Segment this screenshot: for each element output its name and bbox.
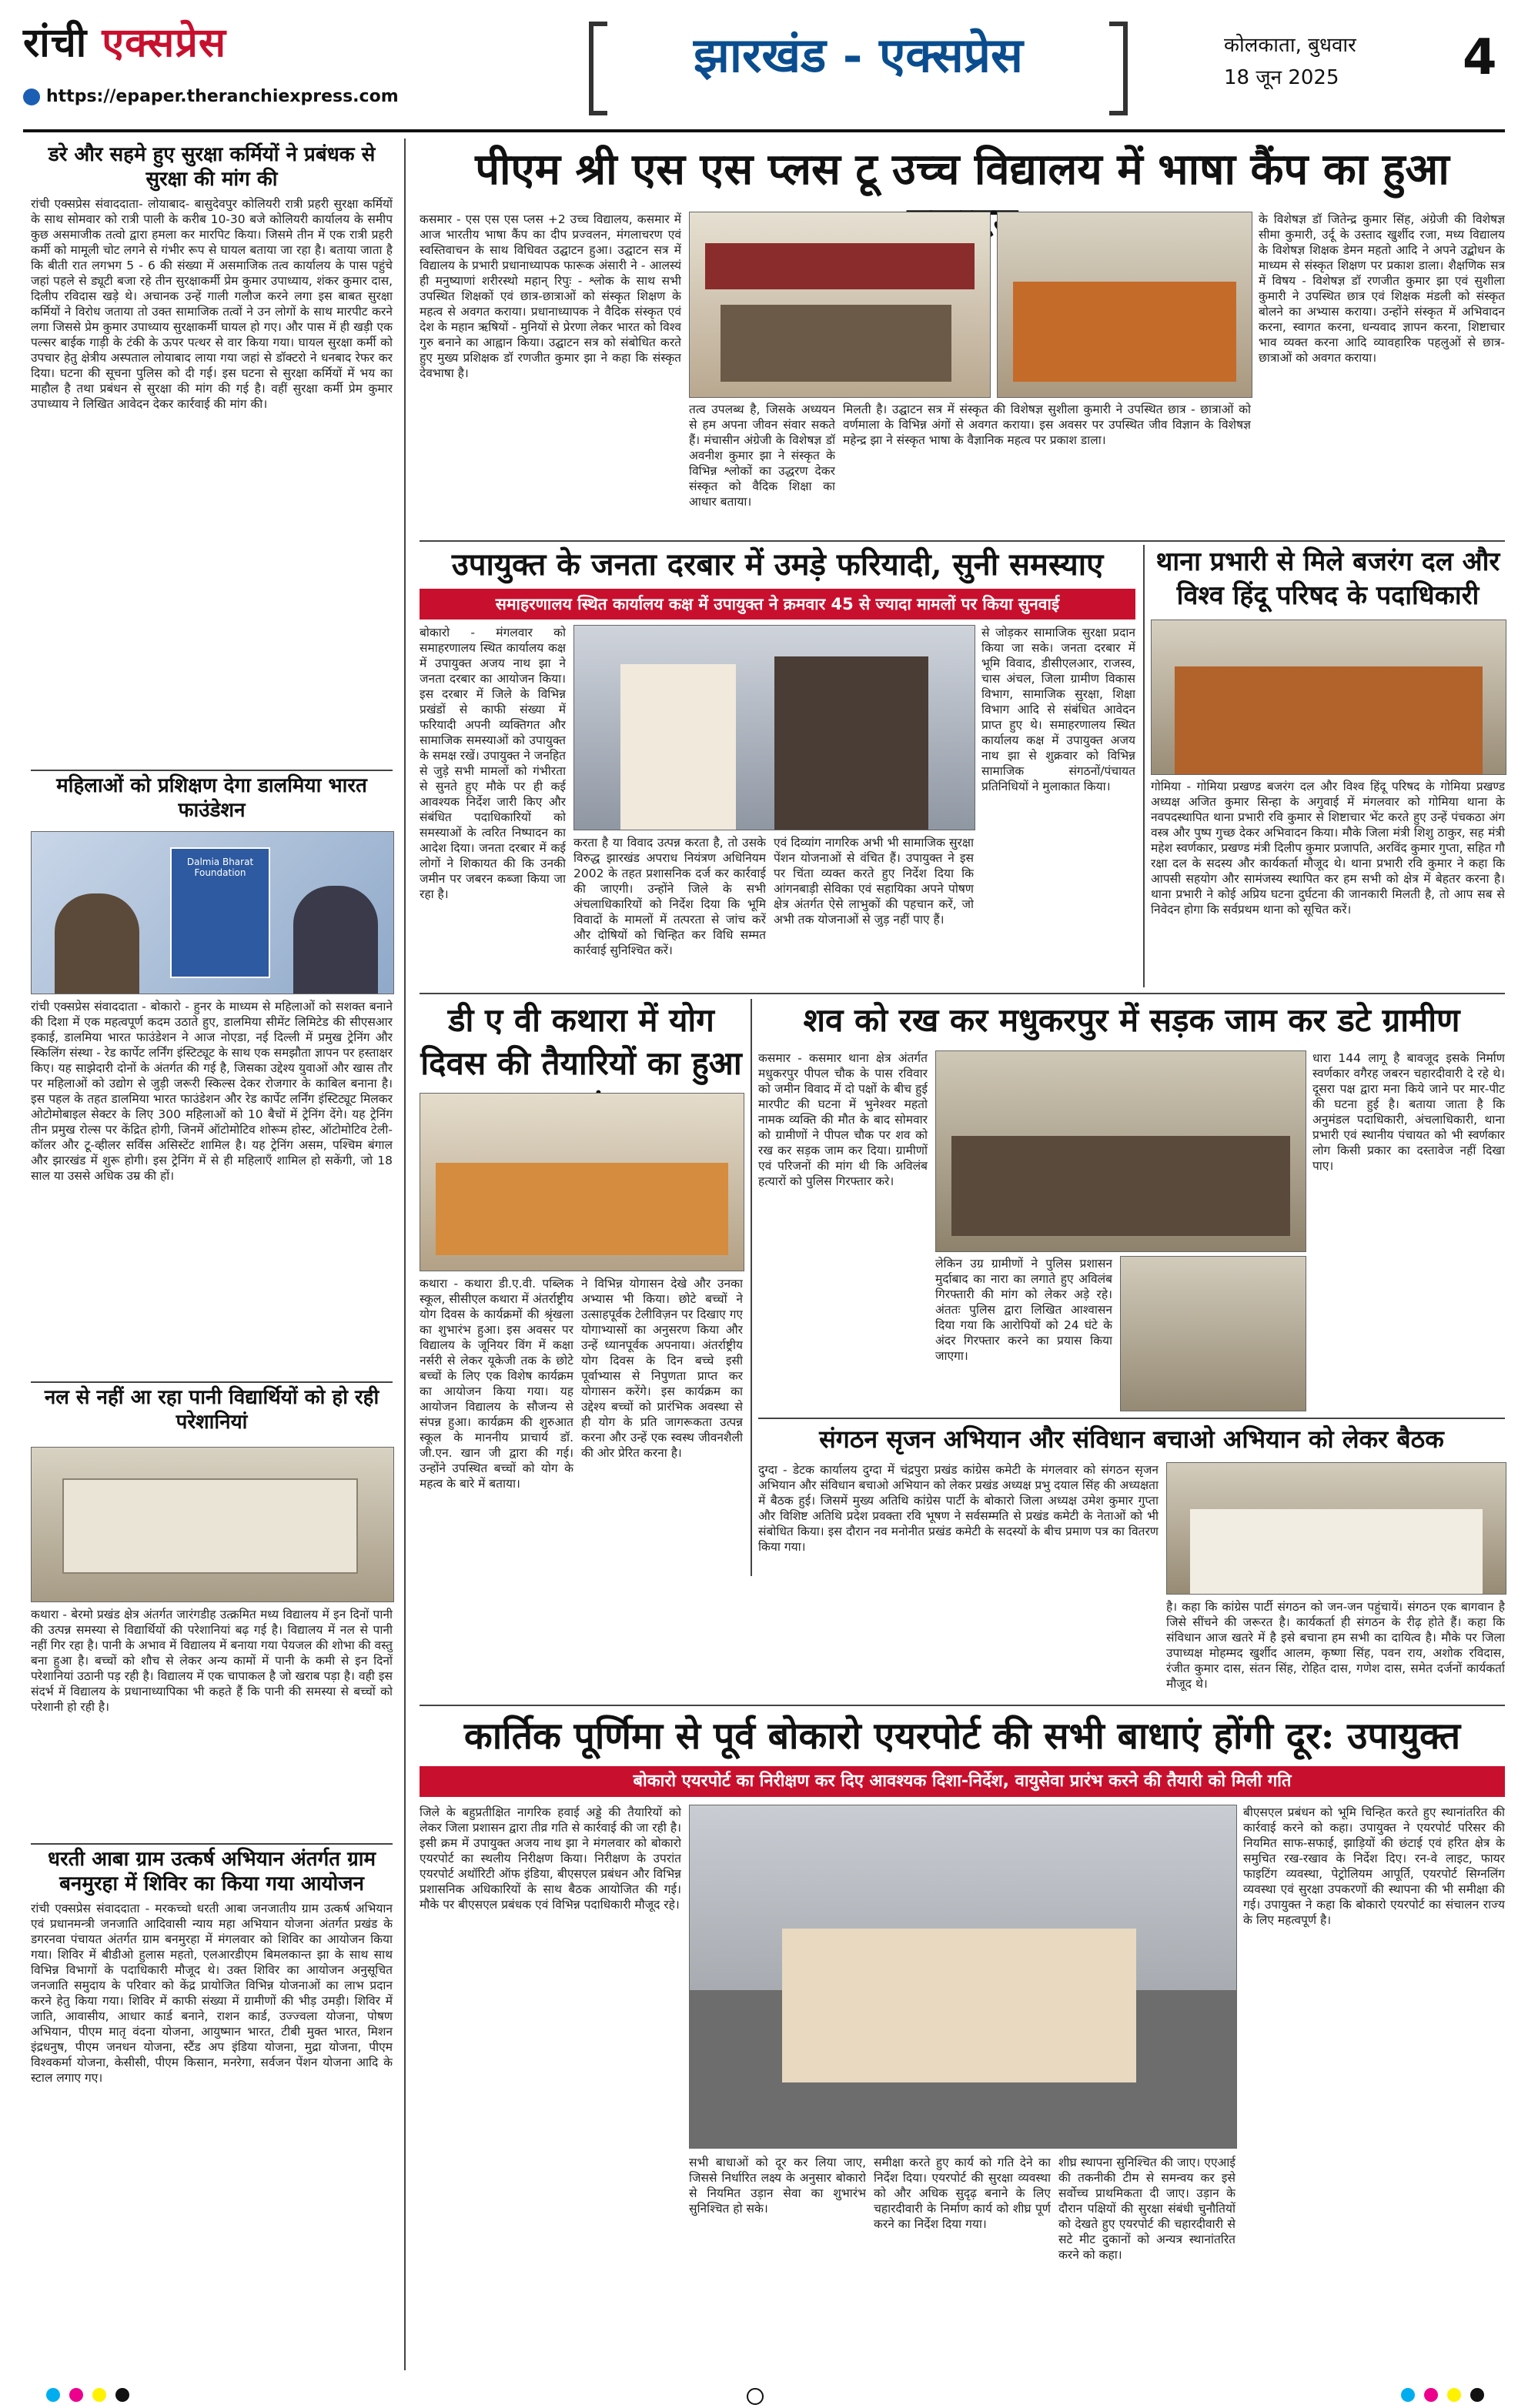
- story-body: लेकिन उग्र ग्रामीणों ने पुलिस प्रशासन मुर्दाबाद का नारा का लगाते हुए अविलंब गिरफ्तारी की मांग को लेकर अड़े रहे। अंततः पुलिस द्वारा लिखित आश्वासन दिया गया कि आरोपियों को 24 घंटे के अंदर गिरफ्तार करने का प्रयास किया जाएगा।: [935, 1257, 1112, 1363]
- story-body: रांची एक्सप्रेस संवाददाता- लोयाबाद- बासुदेवपुर कोलियरी रात्री प्रहरी सुरक्षा कर्मियों के साथ सोमवार को रात्री पाली के करीब 10-30 बजे कोलियरी कार्यालय के समीप कुछ असमाजीक तत्वो द्वारा हमला कर मारपिट किया। जिसमे तीन में एक रात्री प्रहरी कर्मी को मामूली चोट लगने से गंभीर रूप से घायल बताया जा रहा है। बताया जाता है कि बीती रात लगभग 5 - 6 की संख्या में असमाजिक तत्व कार्यालय के पास पहुंचे जहां पहले से ड्यूटी बजा रहे तीन सुरक्षाकर्मी प्रेम कुमार उपाध्याय, शंकर कुमार दास, दिलीप रविदास खड़े थे। अचानक उन्हें गाली गलौज करने लगा इस बाबत सुरक्षा कर्मियों ने विरोध जताया तो उक्त सामाजिक तत्वों ने उन लोगों के साथ मारपीट करने लगा जिससे प्रेम कुमार उपाध्याय सुरक्षाकर्मी घायल हो गए। और पास में ही खड़ी एक पल्सर बाईक गाड़ी के टंकी के ऊपर पत्थर से वार किया गया। घायल सुरक्षा कर्मी को उपचार हेतु क्षेत्रीय अस्पताल लोयाबाद लाया गया जहां से डॉक्टरो ने धनबाद रेफर कर दिया। घटना की सूचना पुलिस को दी गई। इस घटना से सुरक्षा कर्मियों में भय का माहौल है तथा प्रबंधन से सुरक्षा की मांग की गई है। वहीं सुरक्षा कर्मी प्रेम कुमार उपाध्याय ने लिखित आवेदन देकर कार्रवाई की मांग की।: [31, 197, 393, 411]
- story-headline[interactable]: महिलाओं को प्रशिक्षण देगा डालमिया भारत फाउंडेशन: [56, 774, 367, 822]
- story-photo: [573, 625, 975, 830]
- print-registration-bar: [0, 2382, 1528, 2408]
- column-divider: [1143, 545, 1145, 987]
- story-photo: [689, 1805, 1237, 2149]
- masthead-rule: [23, 129, 1505, 132]
- official-figure: [620, 664, 736, 830]
- brand-prefix: रांची: [23, 19, 102, 66]
- story-body: से जोड़कर सामाजिक सुरक्षा प्रदान किया जा सके। जनता दरबार में भूमि विवाद, डीसीएलआर, राजस्व, चास अंचल, जिला ग्रामीण विकास विभाग, सामाजिक सुरक्षा, शिक्षा विभाग आदि से संबंधित आवेदन प्राप्त हुए थे। समाहरणालय स्थित कार्यालय कक्ष में उपायुक्त अजय नाथ झा से शुक्रवार को विभिन्न सामाजिक संगठनों/पंचायत प्रतिनिधियों ने मुलाकात किया।: [981, 626, 1135, 793]
- lead-body-col4: के विशेषज्ञ डॉ जितेन्द्र कुमार सिंह, अंग्रेजी की विशेषज्ञ सीमा कुमारी, उर्दू के उस्ताद खुर्शीद रजा, मध्य विद्यालय के विशेषज्ञ शिक्षक डेमन महतो आदि ने अपने उद्बोधन के माध्यम से संस्कृत शिक्षण पर प्रकाश डाला। शैक्षणिक सत्र में विषय - विशेषज्ञ डॉ रणजीत कुमार झा एवं सुशीला कुमारी ने उपस्थित छात्र एवं शिक्षक मंडली को संस्कृत बोलने का अभ्यास कराया। उन्होंने संस्कृत में अभिवादन करना, स्वागत करना, धन्यवाद ज्ञापन करना, शिष्टाचार भाव व्यक्त करना आदि व्यावहारिक पहलुओं से छात्र-छात्राओं को अवगत कराया।: [1259, 212, 1505, 365]
- story-body: बोकारो - मंगलवार को समाहरणालय स्थित कार्यालय कक्ष में उपायुक्त अजय नाथ झा ने जनता दरबार का आयोजन किया। इस दरबार में जिले के विभिन्न प्रखंडों से काफी संख्या में फरियादी अपनी व्यक्तिगत और सामाजिक समस्याओं को उपायुक्त के समक्ष रखें। उपायुक्त ने जनहित से जुड़े सभी मामलों को गंभीरता से सुनते हुए मौके पर ही कई आवश्यक निर्देश जारी किए और संबंधित पदाधिकारियों को समस्याओं के त्वरित निष्पादन का आदेश दिया। जनता दरबार में कई लोगों ने शिकायत की कि उनकी जमीन पर जबरन कब्जा किया जा रहा है।: [420, 626, 566, 901]
- story-headline[interactable]: संगठन सृजन अभियान और संविधान बचाओ अभियान को लेकर बैठक: [819, 1424, 1444, 1454]
- story-headline[interactable]: शव को रख कर मधुकरपुर में सड़क जाम कर डटे ग्रामीण: [803, 1001, 1460, 1039]
- story-subhead: समाहरणालय स्थित कार्यालय कक्ष में उपायुक्त ने क्रमवार 45 से ज्यादा मामलों पर किया सुनवाई: [420, 589, 1135, 620]
- story-body: ने विभिन्न योगासन देखे और उनका अभ्यास भी किया। छोटे बच्चों ने उत्साहपूर्वक टेलीविज़न पर दिखाए गए योगाभ्यासों का अनुसरण किया और उन्हें ध्यानपूर्वक अपनाया। अंतर्राष्ट्रीय योग दिवस के दिन बच्चे इसी पूर्वाभ्यास से निपुणता प्राप्त कर योगासन करेंगे। इस कार्यक्रम का उद्देश्य बच्चों को प्रारंभिक अवस्था से ही योग के प्रति जागरूकता उत्पन्न करना और उन्हें एक स्वस्थ जीवनशैली की ओर प्रेरित करना है।: [581, 1277, 743, 1460]
- story-divider: [31, 770, 393, 771]
- lead-body-col2: तत्व उपलब्ध है, जिसके अध्ययन से हम अपना जीवन संवार सकते हैं। मंचासीन अंग्रेजी के विशेषज्ञ डॉ अवनीश कुमार झा ने संस्कृत के विभिन्न श्लोकों का उद्धरण देकर संस्कृत को वैदिक शिक्षा का आधार बताया।: [689, 402, 835, 509]
- story-photo: [31, 831, 394, 994]
- crowd-group: [951, 1136, 1290, 1236]
- column-divider: [404, 139, 406, 2370]
- city-day: कोलकाता, बुधवार: [1224, 34, 1356, 57]
- story-headline[interactable]: डरे और सहमे हुए सुरक्षा कर्मियों ने प्रबंधक से सुरक्षा की मांग की: [48, 143, 376, 191]
- person-figure: [55, 893, 139, 994]
- black-dot: [115, 2388, 129, 2402]
- registration-mark-icon: [747, 2388, 764, 2405]
- story-divider: [420, 1705, 1505, 1706]
- meeting-group: [1190, 1509, 1483, 1594]
- story-photo: [1166, 1462, 1506, 1595]
- story-body: रांची एक्सप्रेस संवाददाता - मरकच्चो धरती आबा जनजातीय ग्राम उत्कर्ष अभियान एवं प्रधानमन्त्री जनजाति आदिवासी न्याय महा अभियान योजना अंतर्गत प्रखंड के डगरनवा पंचायत अंतर्गत ग्राम बनमुरहा में मंगलवार को शिविर का आयोजन किया गया। शिविर में बीडीओ हुलास महतो, एलआरडीएम बिमलकान्त झा के साथ साथ विभिन्न विभागों के पदाधिकारी मौजूद थे। उक्त शिविर का आयोजन अनुसूचित जनजाति समुदाय के परिवार को केंद्र प्रायोजित विभिन्न योजनाओं का लाभ प्रदान करने हेतु किया गया। शिविर में काफी संख्या में ग्रामीणों की भीड़ उमड़ी। शिविर में जाति, आवासीय, आधार कार्ड बनाने, राशन कार्ड, उज्ज्वला योजना, पोषण अभियान, पीएम मातृ वंदना योजना, आयुष्मान भारत, टीबी मुक्त भारत, मिशन इंद्रधनुष, पीएम जनधन योजना, स्टैंड अप इंडिया योजना, मुद्रा योजना, पीएम विश्वकर्मा योजना, केसीसी, पीएम किसान, मनरेगा, सर्वजन पेंशन योजना आदि के स्टाल लगाए गए।: [31, 1902, 393, 2085]
- story-headline[interactable]: धरती आबा ग्राम उत्कर्ष अभियान अंतर्गत ग्राम बनमुरहा में शिविर का किया गया आयोजन: [47, 1848, 376, 1895]
- story-body: सभी बाधाओं को दूर कर लिया जाए, जिससे निर्धारित लक्ष्य के अनुसार बोकारो से नियमित उड़ान सेवा का शुभारंभ सुनिश्चित हो सके।: [689, 2156, 866, 2216]
- magenta-dot: [1424, 2388, 1438, 2402]
- section-title: झारखंड - एक्सप्रेस: [589, 22, 1128, 106]
- story-photo: [420, 1093, 744, 1271]
- stage-backdrop: [705, 243, 975, 289]
- seated-guests: [721, 305, 951, 382]
- story-headline[interactable]: थाना प्रभारी से मिले बजरंग दल और विश्व हिंदू परिषद के पदाधिकारी: [1155, 546, 1500, 611]
- story-headline[interactable]: डी ए वी कथारा में योग दिवस की तैयारियों का हुआ: [420, 1001, 742, 1082]
- right-bracket: [1109, 22, 1128, 115]
- story-body: दुग्दा - डेटक कार्यालय दुग्दा में चंद्रपुरा प्रखंड कांग्रेस कमेटी के मंगलवार को संगठन सृजन अभियान और संविधान बचाओ अभियान को लेकर प्रखंड अध्यक्ष प्रभु दयाल सिंह की अध्यक्षता में बैठक हुई। जिसमें मुख्य अतिथि कांग्रेस पार्टी के बोकारो जिला अध्यक्ष उमेश कुमार गुप्ता और विशिष्ट अतिथि प्रदेश प्रवक्ता रवि भूषण ने सर्वसम्मति से प्रखंड कमेटी के नेताओं को भी संबोधित किया। इस दौरान नव मनोनीत प्रखंड कमेटी के सदस्यों के बीच प्रमाण पत्र का वितरण किया गया।: [758, 1463, 1159, 1554]
- story-body: समीक्षा करते हुए कार्य को गति देने का निर्देश दिया। एयरपोर्ट की सुरक्षा व्यवस्था को और अधिक सुदृढ़ बनाने के लिए चहारदीवारी के निर्माण कार्य को शीघ्र पूर्ण करने का निर्देश दिया गया।: [874, 2156, 1051, 2231]
- story-body: कथारा - बेरमो प्रखंड क्षेत्र अंतर्गत जारंगडीह उत्क्रमित मध्य विद्यालय में इन दिनों पानी की उत्पन्न समस्या से विद्यार्थियों की परेशानियां बढ़ गई है। विद्यालय में नल से पानी नहीं गिर रहा है। पानी के अभाव में विद्यालय में बनाया गया पेयजल की शोभा की वस्तु बना हुआ है। बच्चों को शौच से लेकर अन्य कामों में पानी के कमी से इन दिनों परेशानियां उठानी पड़ रही है। विद्यालय में एक चापाकल है जो खराब पड़ा है। वही इस संदर्भ में विद्यालय के प्रधानाध्यापिका भी कहते हैं कि पानी की समस्या से बच्चों को परेशानी हो रही है।: [31, 1608, 393, 1714]
- story-body: जिले के बहुप्रतीक्षित नागरिक हवाई अड्डे की तैयारियों को लेकर जिला प्रशासन द्वारा तीव्र गति से कार्रवाई की जा रही है। इसी क्रम में उपायुक्त अजय नाथ झा ने मंगलवार को बोकारो एयरपोर्ट का स्थलीय निरीक्षण किया। निरीक्षण के उपरांत एयरपोर्ट अथॉरिटी ऑफ इंडिया, बीएसएल प्रबंधन और विभिन्न प्रशासनिक अधिकारियों के साथ बैठक आयोजित की गई। मौके पर बीएसएल प्रबंधक एवं विभिन्न पदाधिकारी मौजूद रहे।: [420, 1805, 681, 1912]
- story-photo-inset: [1120, 1256, 1306, 1411]
- issue-date: 18 जून 2025: [1224, 66, 1339, 89]
- story-headline[interactable]: कार्तिक पूर्णिमा से पूर्व बोकारो एयरपोर्ट की सभी बाधाएं होंगी दूर: उपायुक्त: [463, 1715, 1461, 1758]
- photo-banner: Dalmia Bharat Foundation: [170, 847, 270, 978]
- cyan-dot: [46, 2388, 60, 2402]
- story-body: गोमिया - गोमिया प्रखण्ड बजरंग दल और विश्व हिंदू परिषद के गोमिया प्रखण्ड अध्यक्ष अजित कुमार सिन्हा के अगुवाई में मंगलवार को गोमिया थाना के नवपदस्थापित थाना प्रभारी रवि कुमार से शिष्टाचार भेंट करते हुए उन्हें पंचकठा अंग वस्त्र और पुष्प गुच्छ देकर अभिवादन किया। मौके जिला मंत्री शिशु ठाकुर, सह मंत्री महेश स्वर्णकार, प्रखण्ड मंत्री दिलीप कुमार प्रजापति, अरविंद कुमार गुप्ता, सहित गौ रक्षा दल के सदस्य और कार्यकर्ता मौजूद थे। थाना प्रभारी रवि कुमार ने कहा कि आपसी सहयोग और सामंजस्य स्थापित कर हम सभी को क्षेत्र में बेहतर करना है। थाना प्रभारी ने कोई अप्रिय घटना दुर्घटना की जानकारी मिलती है, तो आप सब से निवेदन होगा कि सर्वप्रथम थाना को सूचित करें।: [1151, 780, 1505, 917]
- globe-icon: [23, 89, 40, 105]
- story-subhead: बोकारो एयरपोर्ट का निरीक्षण कर दिए आवश्यक दिशा-निर्देश, वायुसेवा प्रारंभ करने की तैयारी को मिली गति: [420, 1766, 1505, 1797]
- brand-suffix: एक्सप्रेस: [102, 19, 227, 66]
- masthead: [23, 14, 1509, 141]
- story-divider: [31, 1381, 393, 1383]
- story-body: कसमार - कसमार थाना क्षेत्र अंतर्गत मधुकरपुर पीपल चौक के पास रविवार को जमीन विवाद में दो पक्षों के बीच हुई मारपीट की घटना में भुनेश्वर महतो नामक व्यक्ति की मौत के बाद सोमवार को ग्रामीणों ने पीपल चौक पर शव को रख कर सड़क जाम कर दिया। ग्रामीणों एवं परिजनों की मांग थी कि अविलंब हत्यारों को पुलिस गिरफ्तार करे।: [758, 1051, 928, 1188]
- story-divider: [420, 993, 1505, 994]
- story-divider: [31, 1843, 393, 1845]
- yellow-dot: [92, 2388, 106, 2402]
- black-dot: [1470, 2388, 1484, 2402]
- story-body: रांची एक्सप्रेस संवाददाता - बोकारो - हुनर के माध्यम से महिलाओं को सशक्त बनाने की दिशा में एक महत्वपूर्ण कदम उठाते हुए, डालमिया सीमेंट लिमिटेड की सीएसआर इकाई, डालमिया भारत फाउंडेशन ने आज नोएडा, नई दिल्ली में प्रमुख ट्रेनिंग और स्किलिंग संस्था - रेड कार्पेट लर्निंग इंस्टिट्यूट के साथ एक समझौता ज्ञापन पर हस्ताक्षर किए। यह साझेदारी दोनों के अंतर्गत की गई है, जिसका उद्देश्य युवाओं और खास तौर पर महिलाओं को उद्योग से जुड़ी जरूरी स्किल्स देकर रोजगार के काबिल बनाना है। इस पहल के तहत डालमिया भारत फाउंडेशन और रेड कार्पेट लर्निंग इंस्टिट्यूट मिलकर ओटोमोबाइल सेक्टर के लिए 300 महिलाओं को 10 बैचों में ट्रेनिंग देंगे। यह ट्रेनिंग तीन प्रमुख रोल्स पर केंद्रित होगी, जिनमें ऑटोमोटिव शोरूम होस्ट, ऑटोमोटिव टेली-कॉलर और टू-व्हीलर सर्विस असिस्टेंट शामिल है। यह ट्रेनिंग असम, पश्चिम बंगाल और झारखंड में शुरू होगी। इस ट्रेनिंग में से ही महिलाएँ शामिल हो सकेंगी, जो 18 साल या उससे अधिक उम्र की हों।: [31, 1000, 393, 1183]
- yellow-dot: [1447, 2388, 1461, 2402]
- students-group: [1013, 282, 1236, 382]
- left-bracket: [589, 22, 607, 115]
- officials-group: [782, 1929, 1136, 2082]
- lead-body-col1: कसमार - एस एस एस प्लस +2 उच्च विद्यालय, कसमार में आज भारतीय भाषा कैंप का दीप प्रज्वलन, मंगलाचरण एवं स्वस्तिवाचन के साथ विधिवत उद्घाटन हुआ। उद्घाटन सत्र में विद्यालय के प्रभारी प्रधानाध्यापक फारूक अंसारी ने - आलस्यं ही मनुष्याणां शरीरस्थो महान् रिपुः - श्लोक के साथ सभी उपस्थित शिक्षकों एवं छात्र-छात्राओं को संस्कृत शिक्षण के महत्व से अवगत कराया। प्रधानाध्यापक ने वैदिक संस्कृत एवं देश के महान ऋषियों - मुनियों से प्रेरणा लेकर भारत को विश्व गुरु बनाने का आह्वान किया। उद्घाटन सत्र को संबोधित करते हुए मुख्य प्रशिक्षक डॉ रणजीत कुमार झा ने कहा कि संस्कृत देवभाषा है।: [420, 212, 681, 380]
- lead-body-col3: मिलती है। उद्घाटन सत्र में संस्कृत की विशेषज्ञ सुशीला कुमारी ने उपस्थित छात्र - छात्राओं को वर्णमाला के विभिन्न अंगों से अवगत कराया। इस अवसर पर उपस्थित जीव विज्ञान के विशेषज्ञ महेन्द्र झा ने संस्कृत भाषा के वैज्ञानिक महत्व पर प्रकाश डाला।: [843, 402, 1251, 447]
- story-body: धारा 144 लागू है बावजूद इसके निर्माण स्वर्णकार वगैरह जबरन चहारदीवारी दे रहे थे। दूसरा पक्ष द्वारा मना किये जाने पर मार-पीट की घटना हुई है। बताया जाता है कि अनुमंडल पदाधिकारी, अंचलाधिकारी, थाना प्रभारी एवं स्थानीय पंचायत को भी स्वर्णकार लोग किसी प्रकार का दस्तावेज नहीं दिखा पाए।: [1312, 1051, 1505, 1173]
- story-body: एवं दिव्यांग नागरिक अभी भी सामाजिक सुरक्षा पेंशन योजनाओं से वंचित हैं। उपायुक्त ने इस पर चिंता व्यक्त करते हुए निर्देश दिया कि आंगनबाड़ी सेविका एवं सहायिका अपने पोषण क्षेत्र अंतर्गत ऐसे लाभुकों की पहचान करें, जो अभी तक योजनाओं से जुड़ नहीं पाए हैं।: [774, 836, 974, 927]
- lead-photo-audience: [997, 212, 1252, 398]
- page-number: 4: [1463, 29, 1497, 86]
- epaper-link[interactable]: https://epaper.theranchiexpress.com: [23, 87, 399, 106]
- story-photo: [31, 1447, 394, 1602]
- story-headline[interactable]: नल से नहीं आ रहा पानी विद्यार्थियों को हो रही परेशानियां: [44, 1386, 379, 1434]
- children-group: [436, 1163, 728, 1255]
- story-photo: [935, 1050, 1306, 1252]
- dateline: [1224, 29, 1455, 94]
- activists-group: [1175, 666, 1483, 774]
- story-divider: [758, 1418, 1505, 1419]
- story-body: शीघ्र स्थापना सुनिश्चित की जाए। एएआई की तकनीकी टीम से समन्वय कर इसे सर्वोच्च प्राथमिकता दी जाए। उड़ान के दौरान पक्षियों की सुरक्षा संबंधी चुनौतियों को देखते हुए एयरपोर्ट की चहारदीवारी से सटे मीट दुकानों को अन्यत्र स्थानांतरित करने को कहा।: [1058, 2156, 1235, 2262]
- water-tank-structure: [62, 1478, 358, 1574]
- story-divider: [420, 540, 1505, 542]
- story-body: बीएसएल प्रबंधन को भूमि चिन्हित करते हुए स्थानांतरित की कार्रवाई करने को कहा। उपायुक्त ने एयरपोर्ट परिसर की नियमित साफ-सफाई, झाड़ियों की छंटाई एवं हरित क्षेत्र के समुचित रख-रखाव के निर्देश दिए। रन-वे लाइट, फायर फाइटिंग व्यवस्था, पेट्रोलियम आपूर्ति, एयरपोर्ट सिग्नलिंग व्यवस्था एवं सुरक्षा उपकरणों की स्थापना की भी समीक्षा की गई। उपायुक्त ने कहा कि बोकारो एयरपोर्ट का संचालन राज्य के लिए महत्वपूर्ण है।: [1243, 1805, 1505, 1927]
- person-figure: [293, 886, 378, 994]
- petitioners-group: [774, 656, 928, 830]
- column-divider: [751, 999, 752, 1576]
- story-headline[interactable]: उपायुक्त के जनता दरबार में उमड़े फरियादी, सुनी समस्याए: [451, 546, 1104, 583]
- magenta-dot: [69, 2388, 83, 2402]
- lead-photo-stage: [689, 212, 991, 398]
- lead-headline[interactable]: पीएम श्री एस एस प्लस टू उच्च विद्यालय में भाषा कैंप का हुआ: [475, 144, 1449, 195]
- story-body: करता है या विवाद उत्पन्न करता है, तो उसके विरुद्ध झारखंड अपराध नियंत्रण अधिनियम 2002 के तहत प्रशासनिक दर्ज कर कार्रवाई की जाएगी। उन्होंने जिले के सभी अंचलाधिकारियों को निर्देश दिया कि भूमि विवादों के मामलों में तत्परता से जांच करें और दोषियों को चिन्हित कर विधि सम्मत कार्रवाई सुनिश्चित करें।: [573, 836, 766, 957]
- story-photo: [1151, 620, 1506, 775]
- cyan-dot: [1401, 2388, 1415, 2402]
- brand-logo[interactable]: [23, 14, 454, 75]
- story-body: है। कहा कि कांग्रेस पार्टी संगठन को जन-जन पहुंचायें। संगठन एक बागवान है जिसे सींचने की जरूरत है। कार्यकर्ता ही संगठन के रीढ़ होते हैं। कहा कि संविधान आज खतरे में है इसे बचाना हम सभी का दायित्व है। मौके पर जिला उपाध्यक्ष मोहम्मद खुर्शीद आलम, कृष्णा सिंह, पवन राय, अशोक रविदास, रंजीत कुमार दास, संतन सिंह, रोहित दास, गणेश दास, समेत दर्जनों कार्यकर्ता मौजूद थे।: [1166, 1600, 1505, 1691]
- story-body: कथारा - कथारा डी.ए.वी. पब्लिक स्कूल, सीसीएल कथारा में अंतर्राष्ट्रीय योग दिवस के कार्यक्रमों की श्रृंखला का शुभारंभ हुआ। इस अवसर पर विद्यालय के जूनियर विंग में कक्षा नर्सरी से लेकर यूकेजी तक के छोटे बच्चों के लिए एक विशेष कार्यक्रम का आयोजन किया गया। यह आयोजन विद्यालय के सौजन्य से संपन्न हुआ। कार्यक्रम की शुरुआत स्कूल के माननीय प्राचार्य डॉ. जी.एन. खान जी द्वारा की गई। उन्होंने उपस्थित बच्चों को योग के महत्व के बारे में बताया।: [420, 1277, 573, 1491]
